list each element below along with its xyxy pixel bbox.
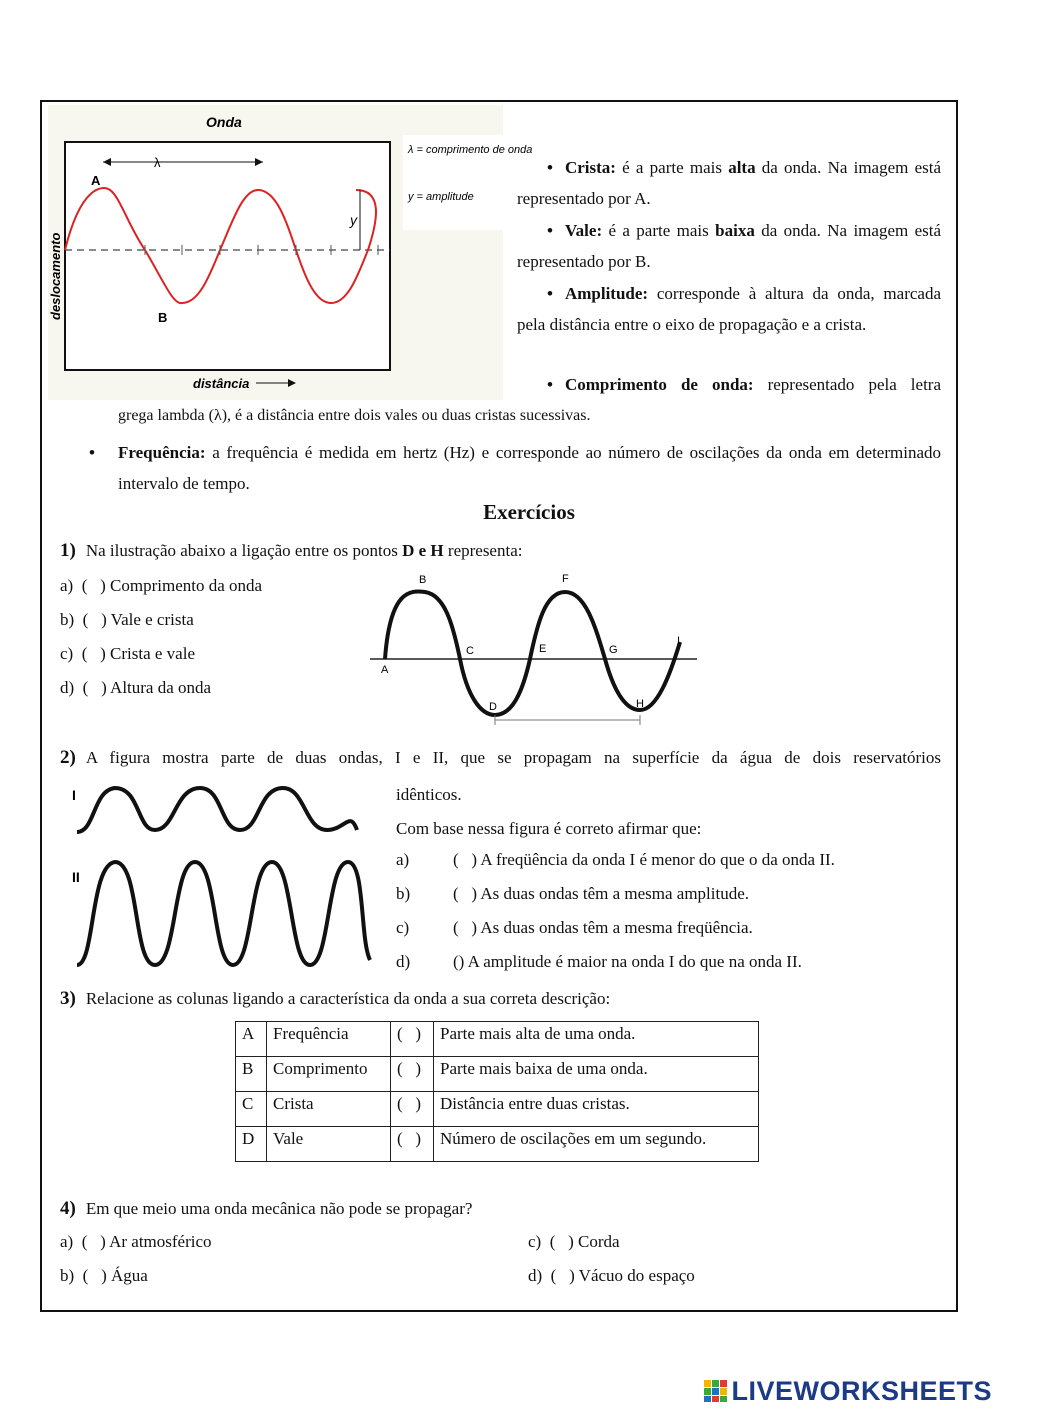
pt-F: F xyxy=(562,573,569,585)
pt-B: B xyxy=(419,574,427,586)
q4-statement: 4) Em que meio uma onda mecânica não pode se propagar? xyxy=(60,1198,473,1219)
row-letter: C xyxy=(236,1092,267,1127)
wave-I-label: I xyxy=(72,787,76,803)
intro-comprimento-1: • Comprimento de onda: representado pela letra xyxy=(547,375,941,394)
q2-option-b[interactable]: b) ( ) As duas ondas têm a mesma amplitude. xyxy=(396,884,750,903)
q3-table xyxy=(235,1021,759,1162)
q2-prompt: Com base nessa figura é correto afirmar que: xyxy=(396,819,702,838)
q1-option-a[interactable]: a) ( ) Comprimento da onda xyxy=(60,576,263,595)
wave-II-label: II xyxy=(72,869,80,885)
pt-E: E xyxy=(539,643,547,655)
row-blank[interactable]: ( ) xyxy=(391,1022,434,1057)
row-letter: D xyxy=(236,1127,267,1162)
pt-G: G xyxy=(609,644,618,656)
q1-option-d[interactable]: d) ( ) Altura da onda xyxy=(60,678,212,697)
pt-A: A xyxy=(381,664,389,676)
table-row xyxy=(236,1022,759,1057)
wave-title: Onda xyxy=(206,114,242,130)
q4-option-b[interactable]: b) ( ) Água xyxy=(60,1266,148,1285)
wave-diagram xyxy=(48,105,533,400)
intro-frequencia: • Frequência: a frequência é medida em hertz (Hz) e corresponde ao número de oscilações da onda em determinado intervalo de tempo. xyxy=(89,443,941,493)
ylabel: deslocamento xyxy=(48,232,63,320)
row-desc: Distância entre duas cristas. xyxy=(434,1092,759,1127)
pt-C: C xyxy=(466,645,474,657)
intro-comprimento-2: grega lambda (λ), é a distância entre dois vales ou duas cristas sucessivas. xyxy=(118,407,591,424)
table-row xyxy=(236,1127,759,1162)
q2-statement: 2) A figura mostra parte de duas ondas, I e II, que se propagam na superfície da água de dois reservatórios xyxy=(60,747,941,768)
intro-amplitude: • Amplitude: corresponde à altura da onda, marcada pela distância entre o eixo de propagação e a crista. xyxy=(517,284,941,334)
label-y: y xyxy=(350,212,357,228)
row-letter: A xyxy=(236,1022,267,1057)
label-lambda: λ xyxy=(154,155,161,170)
q1-statement: 1) Na ilustração abaixo a ligação entre os pontos D e H representa: xyxy=(60,540,523,561)
label-A: A xyxy=(91,173,101,188)
exercises-title: Exercícios xyxy=(483,500,575,524)
table-row xyxy=(236,1092,759,1127)
q2-option-d[interactable]: d) () A amplitude é maior na onda I do que na onda II. xyxy=(396,952,802,971)
liveworksheets-logo: LIVEWORKSHEETS xyxy=(704,1376,992,1407)
q1-option-c[interactable]: c) ( ) Crista e vale xyxy=(60,644,195,663)
row-desc: Parte mais alta de uma onda. xyxy=(434,1022,759,1057)
q1-wave-diagram xyxy=(365,570,705,730)
legend-lambda: λ = comprimento de onda xyxy=(408,144,533,156)
q2-option-a[interactable]: a) ( ) A freqüência da onda I é menor do que o da onda II. xyxy=(396,850,835,869)
legend-y: y = amplitude xyxy=(408,191,474,203)
q2-waves-diagram xyxy=(65,780,380,970)
q2-statement-cont: idênticos. xyxy=(396,785,462,804)
pt-I: I xyxy=(677,635,681,647)
row-desc: Número de oscilações em um segundo. xyxy=(434,1127,759,1162)
liveworksheets-icon xyxy=(704,1380,728,1402)
q4-option-c[interactable]: c) ( ) Corda xyxy=(528,1232,620,1251)
pt-D: D xyxy=(489,701,497,713)
q4-option-d[interactable]: d) ( ) Vácuo do espaço xyxy=(528,1266,695,1285)
row-term: Comprimento xyxy=(267,1057,391,1092)
row-blank[interactable]: ( ) xyxy=(391,1127,434,1162)
row-blank[interactable]: ( ) xyxy=(391,1057,434,1092)
intro-crista: • Crista: é a parte mais alta da onda. Na imagem está representado por A. xyxy=(517,158,941,208)
pt-H: H xyxy=(636,698,644,710)
q4-option-a[interactable]: a) ( ) Ar atmosférico xyxy=(60,1232,212,1251)
q2-option-c[interactable]: c) ( ) As duas ondas têm a mesma freqüência. xyxy=(396,918,753,937)
intro-vale: • Vale: é a parte mais baixa da onda. Na imagem está representado por B. xyxy=(517,221,942,271)
row-term: Frequência xyxy=(267,1022,391,1057)
xlabel: distância xyxy=(193,376,250,391)
row-blank[interactable]: ( ) xyxy=(391,1092,434,1127)
label-B: B xyxy=(158,310,168,325)
row-term: Crista xyxy=(267,1092,391,1127)
row-desc: Parte mais baixa de uma onda. xyxy=(434,1057,759,1092)
row-term: Vale xyxy=(267,1127,391,1162)
row-letter: B xyxy=(236,1057,267,1092)
q1-option-b[interactable]: b) ( ) Vale e crista xyxy=(60,610,194,629)
q3-statement: 3) Relacione as colunas ligando a característica da onda a sua correta descrição: xyxy=(60,988,611,1009)
table-row xyxy=(236,1057,759,1092)
